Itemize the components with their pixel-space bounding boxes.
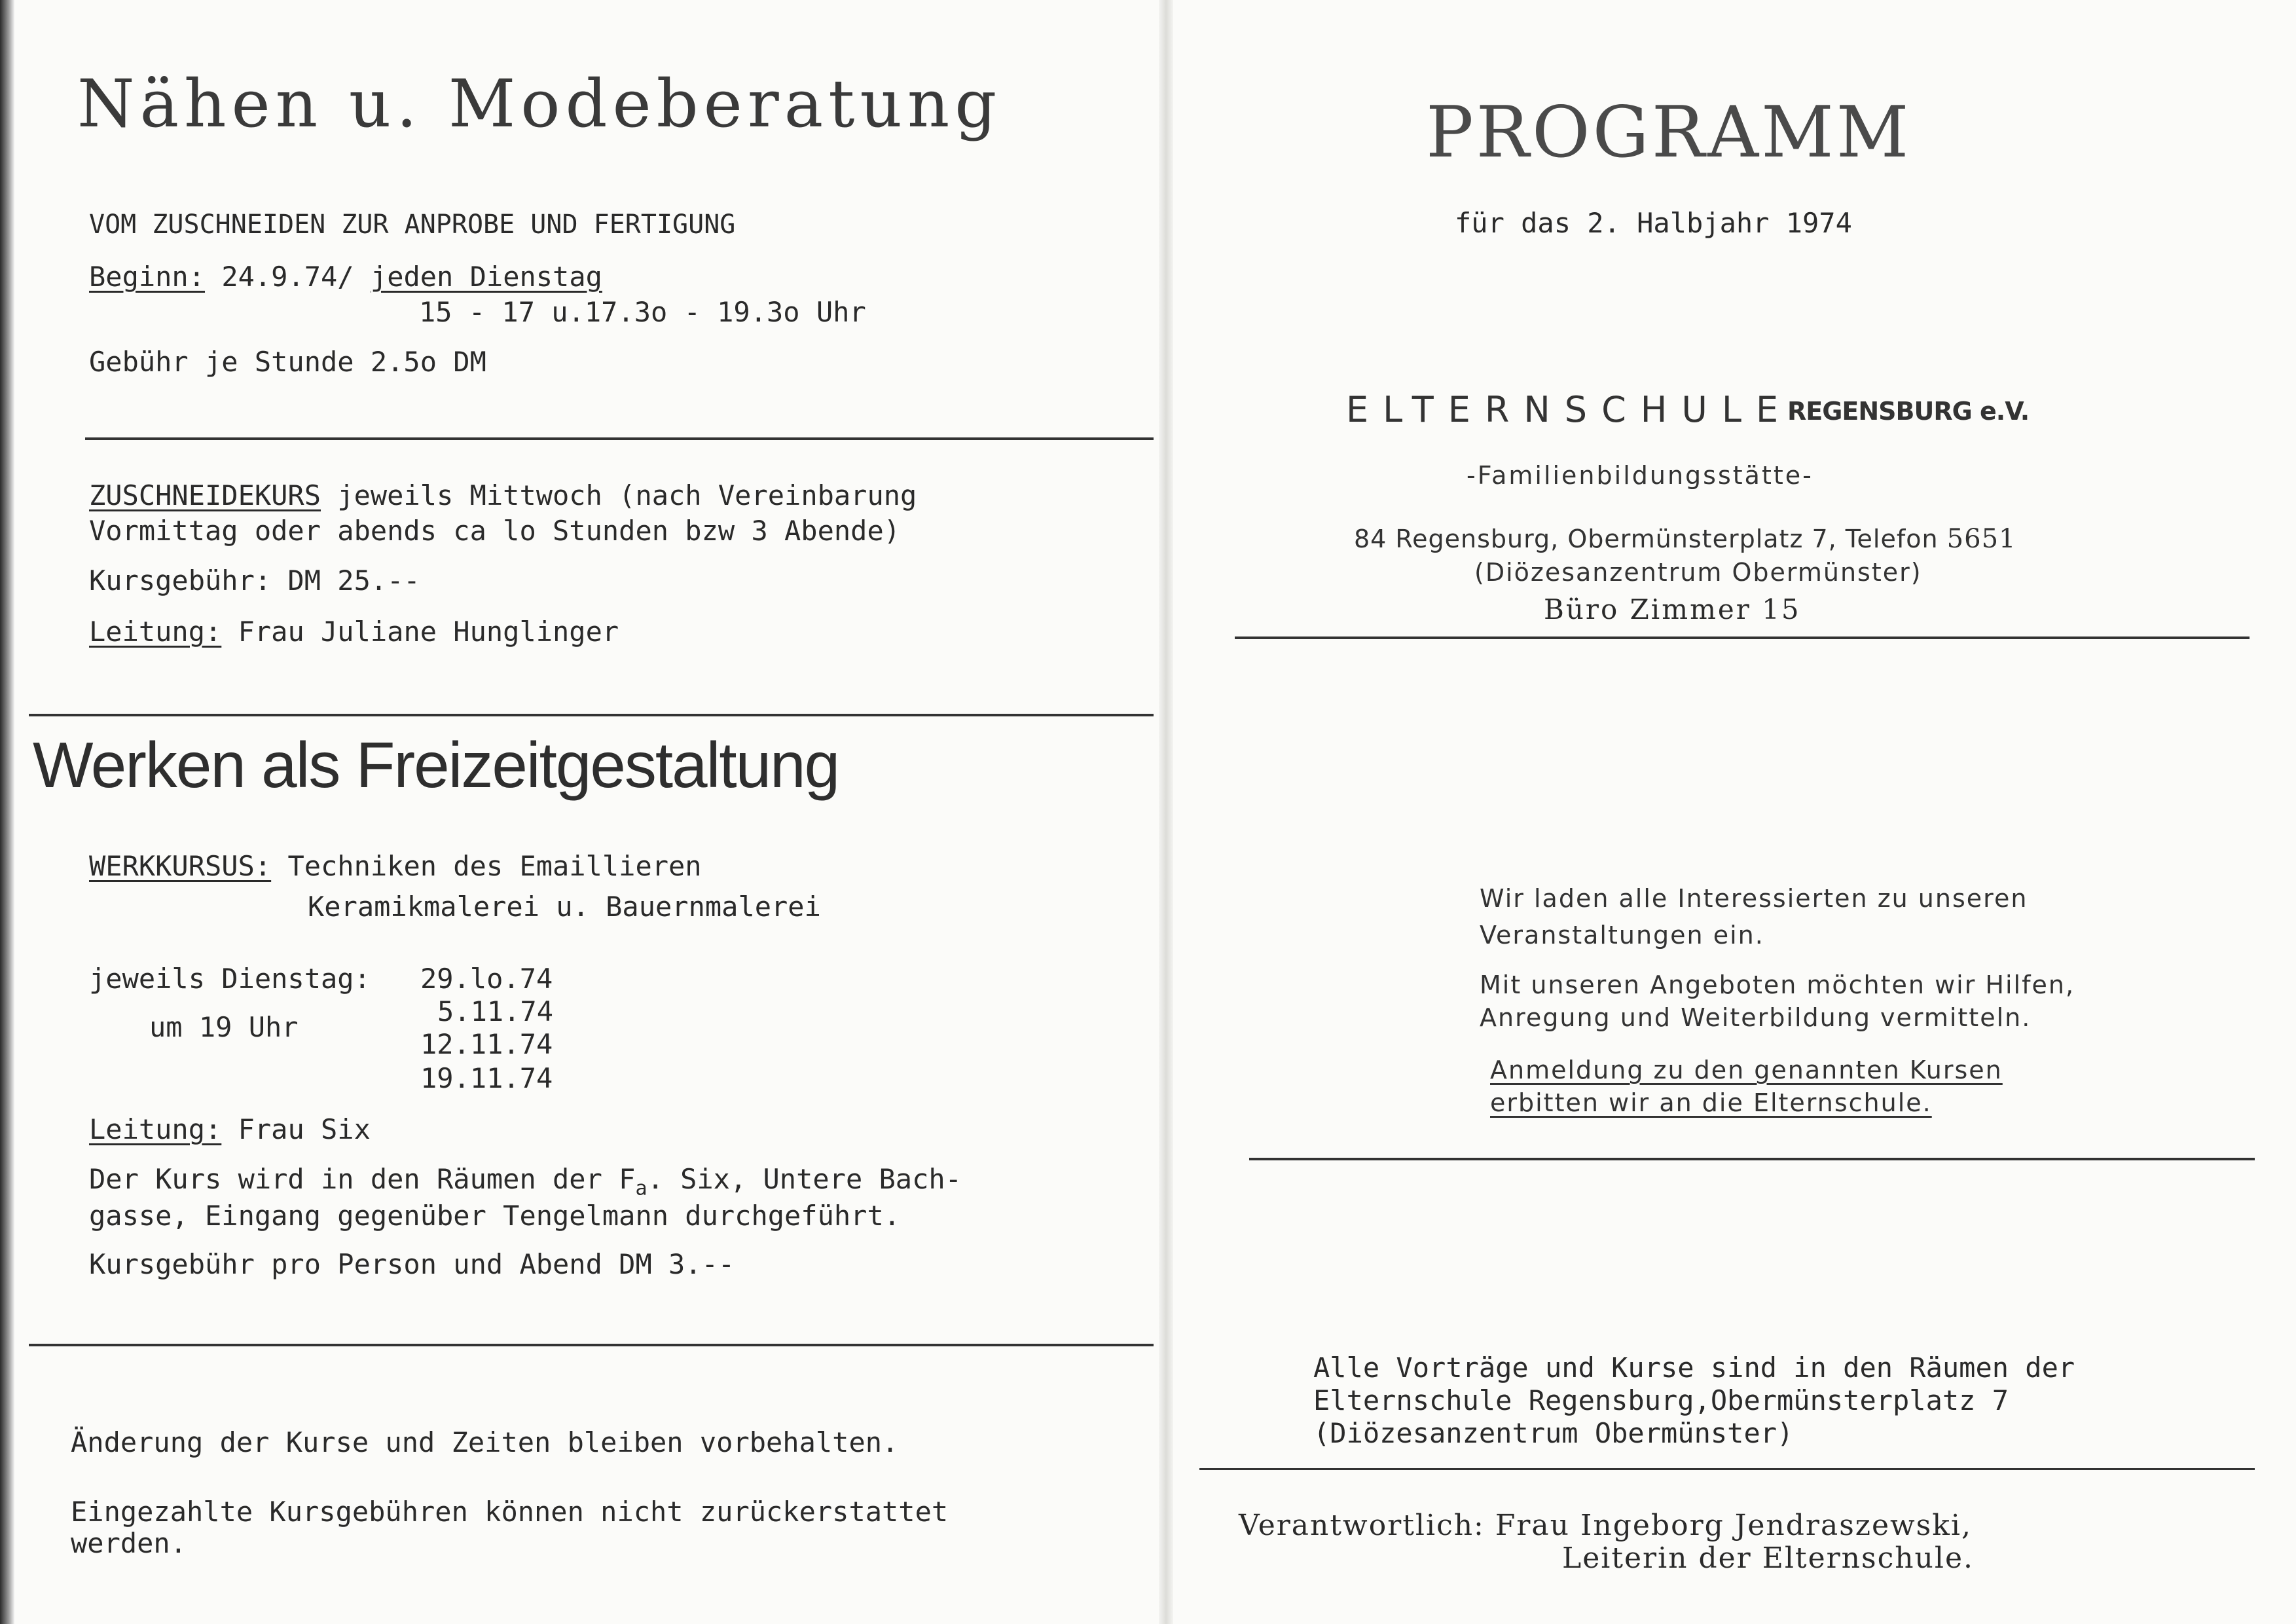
werken-um: um 19 Uhr bbox=[149, 1011, 299, 1043]
raeume-subscript: a bbox=[635, 1177, 647, 1200]
beginn-day: jeden Dienstag bbox=[370, 261, 602, 293]
school-name: ELTERNSCHULE bbox=[1346, 389, 1793, 430]
eingezahlt-note-1: Eingezahlte Kursgebühren können nicht zurückerstattet bbox=[71, 1496, 949, 1528]
eingezahlt-note-2: werden. bbox=[71, 1527, 187, 1559]
school-city: REGENSBURG e.V. bbox=[1787, 397, 2030, 426]
leitung-name: Frau Juliane Hunglinger bbox=[221, 616, 619, 648]
zuschneide-leitung bbox=[89, 616, 619, 648]
aenderung-note: Änderung der Kurse und Zeiten bleiben vorbehalten. bbox=[71, 1426, 899, 1458]
werken-date: 12.11.74 bbox=[420, 1028, 553, 1060]
zuschneide-line2: Vormittag oder abends ca lo Stunden bzw 3 Abende) bbox=[89, 515, 901, 547]
werken-line1 bbox=[89, 850, 702, 882]
divider bbox=[29, 1344, 1154, 1346]
beginn-label: Beginn: bbox=[89, 261, 206, 293]
zuschneide-gebuehr: Kursgebühr: DM 25.-- bbox=[89, 564, 420, 597]
divider bbox=[1249, 1158, 2255, 1160]
divider bbox=[1235, 637, 2250, 639]
naehen-gebuehr: Gebühr je Stunde 2.5o DM bbox=[89, 346, 486, 378]
angebot-line2: Anregung und Weiterbildung vermitteln. bbox=[1480, 1003, 2032, 1032]
halbjahr: für das 2. Halbjahr 1974 bbox=[1455, 207, 1852, 239]
werken-date: 5.11.74 bbox=[437, 995, 554, 1027]
vortraege-line2: Elternschule Regensburg,Obermünsterplatz 7 bbox=[1313, 1384, 2009, 1416]
leitung-label: Leitung: bbox=[89, 1113, 222, 1145]
naehen-beginn bbox=[89, 261, 602, 293]
program-title: PROGRAMM bbox=[1426, 92, 1912, 174]
werkkursus-label: WERKKURSUS: bbox=[89, 850, 272, 882]
divider bbox=[1199, 1468, 2255, 1470]
werken-line2: Keramikmalerei u. Bauernmalerei bbox=[308, 891, 821, 923]
werken-raeume-line1 bbox=[89, 1163, 962, 1200]
naehen-subtitle: VOM ZUSCHNEIDEN ZUR ANPROBE UND FERTIGUNG bbox=[89, 210, 736, 240]
right-page bbox=[1178, 0, 2296, 1624]
werken-jeweils: jeweils Dienstag: bbox=[89, 963, 371, 995]
verantwortlich-line1: Verantwortlich: Frau Ingeborg Jendraszewski, bbox=[1239, 1509, 1972, 1542]
werken-title: Werken als Freizeitgestaltung bbox=[33, 729, 839, 801]
beginn-value: 24.9.74/ bbox=[221, 261, 354, 293]
werken-date: 19.11.74 bbox=[420, 1062, 553, 1094]
buero: Büro Zimmer 15 bbox=[1544, 593, 1801, 625]
werken-leitung bbox=[89, 1113, 371, 1145]
leitung-name: Frau Six bbox=[221, 1113, 371, 1145]
dioezesan: (Diözesanzentrum Obermünster) bbox=[1474, 558, 1922, 587]
invite-line2: Veranstaltungen ein. bbox=[1480, 921, 1764, 950]
verantwortlich-line2: Leiterin der Elternschule. bbox=[1562, 1541, 1974, 1575]
school-subtitle: -Familienbildungsstätte- bbox=[1467, 461, 1813, 490]
vortraege-line1: Alle Vorträge und Kurse sind in den Räumen der bbox=[1313, 1352, 2075, 1384]
anmeldung-line2: erbitten wir an die Elternschule. bbox=[1490, 1088, 1932, 1117]
school-address bbox=[1354, 524, 2016, 554]
werken-gebuehr: Kursgebühr pro Person und Abend DM 3.-- bbox=[89, 1248, 735, 1280]
raeume-text-b: . Six, Untere Bach- bbox=[647, 1163, 962, 1195]
raeume-text-a: Der Kurs wird in den Räumen der F bbox=[89, 1163, 636, 1195]
page-fold bbox=[1159, 0, 1173, 1624]
invite-line1: Wir laden alle Interessierten zu unseren bbox=[1480, 884, 2028, 913]
address-text: 84 Regensburg, Obermünsterplatz 7, Telefon bbox=[1354, 525, 1947, 553]
vortraege-line3: (Diözesanzentrum Obermünster) bbox=[1313, 1417, 1794, 1449]
naehen-zeit: 15 - 17 u.17.3o - 19.3o Uhr bbox=[419, 296, 866, 328]
zuschneide-line1-text: jeweils Mittwoch (nach Vereinbarung bbox=[321, 479, 917, 511]
naehen-title: Nähen u. Modeberatung bbox=[77, 65, 1002, 142]
phone-number: 5651 bbox=[1946, 524, 2016, 554]
divider bbox=[29, 714, 1154, 716]
angebot-line1: Mit unseren Angeboten möchten wir Hilfen, bbox=[1480, 970, 2075, 999]
zuschneide-line1 bbox=[89, 479, 917, 511]
zuschneide-label: ZUSCHNEIDEKURS bbox=[89, 479, 321, 511]
werken-date: 29.lo.74 bbox=[420, 963, 553, 995]
anmeldung-line1: Anmeldung zu den genannten Kursen bbox=[1490, 1056, 2003, 1084]
werken-line1-text: Techniken des Emaillieren bbox=[271, 850, 702, 882]
divider bbox=[85, 437, 1154, 440]
werken-raeume-line2: gasse, Eingang gegenüber Tengelmann durchgeführt. bbox=[89, 1200, 901, 1232]
leitung-label: Leitung: bbox=[89, 616, 222, 648]
